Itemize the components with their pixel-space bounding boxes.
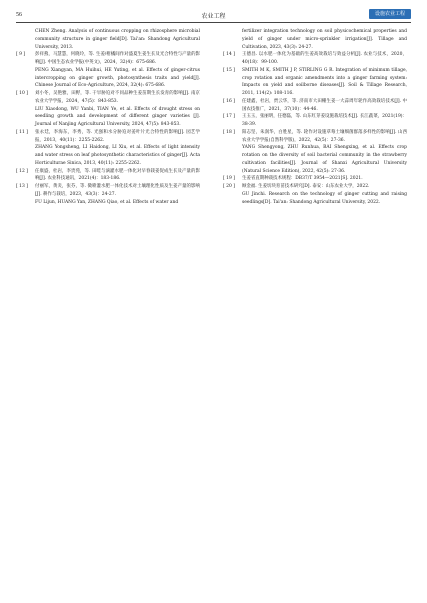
section-badge: 设施农业工程 [369,9,411,19]
reference-number: [ 10 ] [16,91,28,96]
reference-number: [ 13 ] [16,184,28,189]
reference-entry: [ 10 ] 刘小冬，吴艳雅，田野，等. 干旱胁迫对不同品种生姜苗期生长发育的影响[J]. 南京农业大学学报，2024，47(5)：843-853. [16,91,200,104]
reference-number: [ 9 ] [16,52,26,58]
reference-number: [ 18 ] [223,129,235,135]
reference-entry: [ 11 ] 张永廷，李海东，李秀，等. 光强和水分胁迫对姜叶片光合特性的影响[J]. 园艺学报，2013，40(11)：2255-2262. [16,129,200,143]
reference-entry: [ 17 ] 王玉玉，张丽明，任德磊，等. 山东红芽姜设施栽培技术[J]. 长江蔬菜，2021(19)：38-39. [223,114,407,127]
reference-entry: [ 12 ] 任康盛，杜岩，李贵苑，等. 田畦与滴灌水肥一体化对早春栽姜促成生长及产量的影响[J]. 农业科技通讯，2021(4)：183-186. [16,168,200,182]
page-number: 56 [16,12,22,18]
reference-translation: LIU Xiaodong, WU Yanbi, TIAN Ye, et al. Effects of drought stress on seedling growth and development of different ginger varieties [J]. Journal of Nanjing Agricultural University, 2024, 47(5): 843-853. [35,106,200,127]
reference-entry: [ 13 ] 付丽军，黄炎，张芬，等. 微喷灌水肥一体化技术对土壤理化性质及生姜产量的影响[J]. 耕作与栽培，2023，43(3)：24-27. [16,184,200,197]
reference-translation: YANG Shengyong, ZHU Runhua, BAI Shengxing, et al. Effects crop rotation on the diversity of soil bacterial community in the strawberry cultivation facilities[J]. Journal of Shanxi Agricultural University (Natural Science Edition), 2022, 42(5): 27-36. [242,145,407,174]
reference-entry: [ 16 ] 任建鑫，杜岩，贾云华，等. 济南市大田栅生姜一大蒜周年轮作高效栽培技术[J]. 中国农技推广，2021，37(10)：44-46. [223,98,407,112]
reference-translation: GU Jinchi. Research on the technology of ginger cutting and raising seedlings[D]. Tai'an: Shandong Agricultural University, 2022. [242,191,407,205]
reference-entry: [ 15 ] SMITH M K, SMITH J P, STIRLING G R. Integration of minimum tillage, crop rotation and organic amendments into a ginger farming system: Impacts on yield and soilborne diseases[J]. Soil & Tillage Research, 2011, 114(2): 108-116. [223,67,407,96]
reference-number: [ 11 ] [16,129,28,135]
reference-entry: [ 14 ] 王德昌. 以水肥一体化为基础的生姜高效栽培与效益分析[J]. 农业与技术，2020，40(18)：99-100. [223,52,407,65]
reference-translation: PENG Xiangyan, MA Huihui, HE Yuting, et al. Effects of ginger-citrus intercropping on ginger growth, photosynthesis traits and yield[J]. Chinese Journal of Eco-Agriculture, 2024, 32(4): 675-686. [35,67,200,89]
reference-number: [ 12 ] [16,168,28,174]
reference-number: [ 17 ] [223,114,235,120]
reference-entry: [ 9 ] 彭祥燕，马慧慧，何晓玲，等. 生姜/柑橘间作对盛夏生姜生长及光合特性与产量的影响[J]. 中国生态农业学报(中英文)，2024，32(4)：675-686. [16,52,200,65]
journal-title: 农业工程 [201,13,226,20]
reference-continuation: fertilizer integration technology on soil physicochemical properties and yield of ginger under micro-sprinkler irrigation[J]. Tillage and Cultivation, 2023, 43(3): 24-27. [242,29,407,50]
reference-column-right [223,28,407,206]
reference-entry: [ 19 ] 生姜省直期种栽技术规程：DB37/T 3954—2021[S]. 2021. [223,176,363,182]
reference-translation: FU Lijun, HUANG Yan, ZHANG Qiao, et al. Effects of water and [35,199,179,205]
reference-column-left [16,28,200,206]
reference-translation: ZHANG Yongsheng, LI Haidong, LI Xiu, et al. Effects of light intensity and water stress on leaf photosynthetic characteristics of ginger[J]. Acta Horticulturae Sinica, 2013, 40(11): 2255-2262. [35,145,200,166]
header-rule [16,22,411,23]
reference-continuation: CHEN Zheng. Analysis of continuous cropping on rhizosphere microbial community structure in ginger field[D]. Tai'an: Shandong Agricultural University, 2013. [35,29,200,50]
reference-entry: [ 20 ] 顾金福. 生姜切块育苗技术研究[D]. 泰安：山东农业大学，2022. [223,184,370,189]
reference-number: [ 14 ] [223,52,235,58]
reference-number: [ 15 ] [223,67,235,73]
reference-number: [ 19 ] [223,176,235,182]
reference-number: [ 16 ] [223,98,235,104]
reference-number: [ 20 ] [223,184,235,189]
reference-entry: [ 18 ] 阳志坚，朱润华，白胜星，等. 轮作对设施草莓土壤细菌群落多样性的影响[J]. 山西农业大学学报(自然科学版)，2022，42(5)：27-36. [223,129,407,143]
